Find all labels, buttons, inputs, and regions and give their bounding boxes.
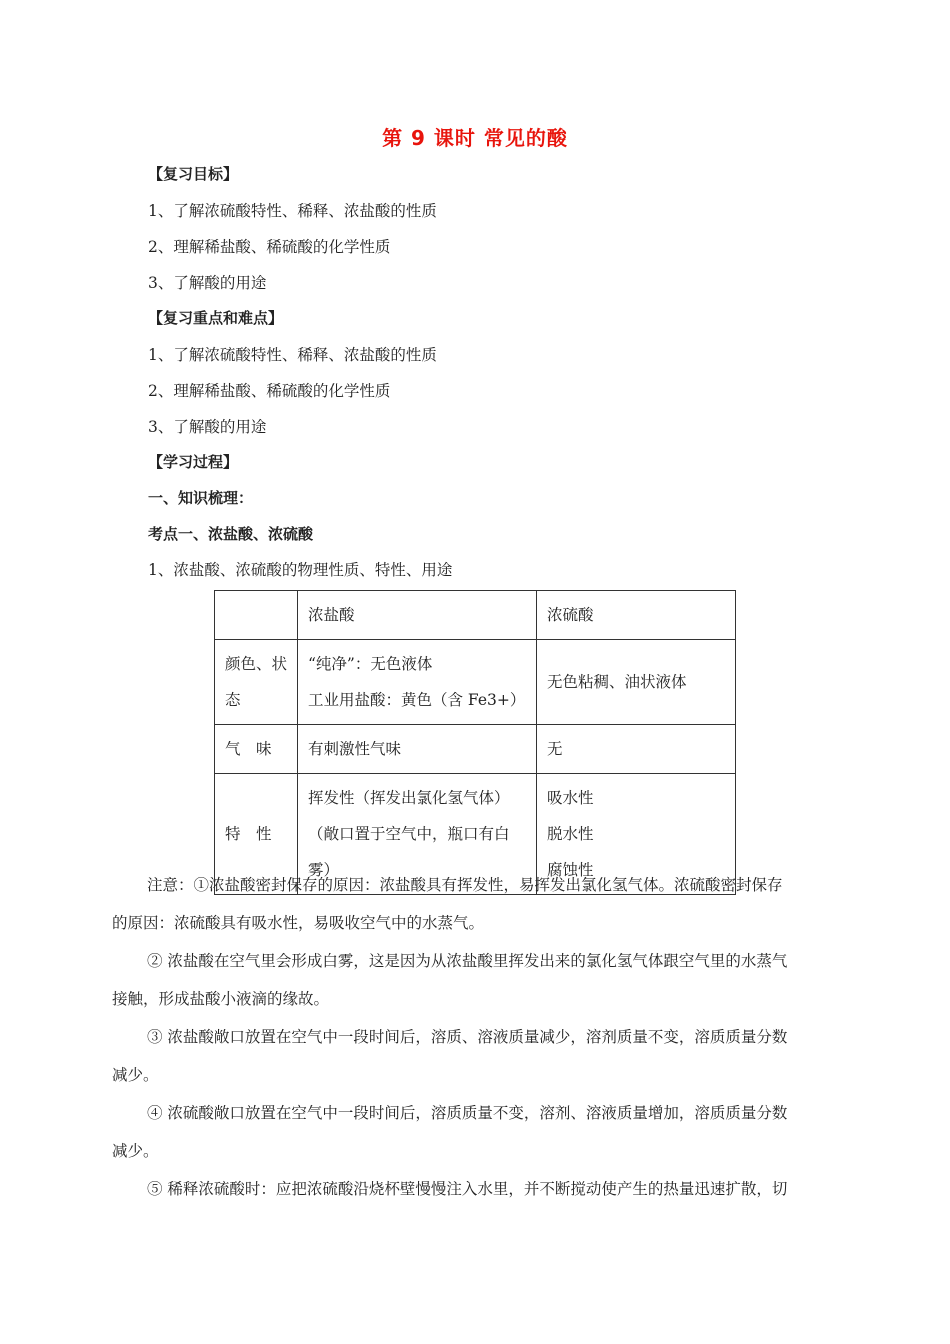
review-goal-item: 1、了解浓硫酸特性、稀释、浓盐酸的性质 [148, 202, 437, 220]
note-paragraph: ② 浓盐酸在空气里会形成白雾，这是因为从浓盐酸里挥发出来的氯化氢气体跟空气里的水蒸气 [147, 952, 788, 970]
row-label: 气 味 [215, 725, 298, 774]
note-paragraph-cont: 接触，形成盐酸小液滴的缘故。 [112, 990, 330, 1008]
cell-line: 工业用盐酸：黄色（含 Fe3+） [308, 691, 526, 709]
cell-line: 挥发性（挥发出氯化氢气体） [308, 789, 510, 807]
table-header-cell: 浓硫酸 [537, 591, 736, 640]
row-label-line: 态 [225, 691, 241, 709]
key-points-heading: 【复习重点和难点】 [148, 309, 284, 327]
table-cell: 有刺激性气味 [298, 725, 537, 774]
note-paragraph: ③ 浓盐酸敞口放置在空气中一段时间后，溶质、溶液质量减少，溶剂质量不变，溶质质量分数 [147, 1028, 788, 1046]
table-row [215, 640, 736, 725]
note-paragraph: 注意：①浓盐酸密封保存的原因：浓盐酸具有挥发性，易挥发出氯化氢气体。浓硫酸密封保存 [147, 876, 783, 894]
table-caption: 1、浓盐酸、浓硫酸的物理性质、特性、用途 [148, 561, 453, 579]
note-paragraph-cont: 减少。 [112, 1142, 159, 1160]
cell-line: （敞口置于空气中，瓶口有白 [308, 825, 510, 843]
cell-line: 脱水性 [547, 825, 594, 843]
cell-line: 雾） [308, 861, 340, 879]
process-heading: 【学习过程】 [148, 453, 239, 471]
table-header-row [215, 591, 736, 640]
cell-line: 腐蚀性 [547, 861, 594, 879]
cell-line: “纯净”：无色液体 [308, 655, 433, 673]
key-point-item: 2、理解稀盐酸、稀硫酸的化学性质 [148, 382, 391, 400]
key-point-item: 1、了解浓硫酸特性、稀释、浓盐酸的性质 [148, 346, 437, 364]
review-goal-item: 2、理解稀盐酸、稀硫酸的化学性质 [148, 238, 391, 256]
kaodian-heading: 考点一、浓盐酸、浓硫酸 [148, 525, 314, 543]
row-label [215, 640, 298, 725]
table-cell: 无 [537, 725, 736, 774]
note-paragraph: ④ 浓硫酸敞口放置在空气中一段时间后，溶质质量不变，溶剂、溶液质量增加，溶质质量分数 [147, 1104, 788, 1122]
table-header-cell: 浓盐酸 [298, 591, 537, 640]
table-cell [298, 640, 537, 725]
properties-table [214, 590, 736, 895]
table-row [215, 725, 736, 774]
review-goal-item: 3、了解酸的用途 [148, 274, 267, 292]
review-goals-heading: 【复习目标】 [148, 165, 239, 183]
table-cell: 无色粘稠、油状液体 [537, 640, 736, 725]
notes-section [112, 866, 838, 1208]
note-paragraph: ⑤ 稀释浓硫酸时：应把浓硫酸沿烧杯壁慢慢注入水里，并不断搅动使产生的热量迅速扩散，切 [147, 1180, 788, 1198]
note-paragraph-cont: 减少。 [112, 1066, 159, 1084]
key-point-item: 3、了解酸的用途 [148, 418, 267, 436]
cell-line: 吸水性 [547, 789, 594, 807]
row-label-line: 颜色、状 [225, 655, 288, 673]
page-title: 第 9 课时 常见的酸 [382, 126, 568, 150]
row-label: 特 性 [215, 774, 298, 895]
section-heading: 一、知识梳理： [148, 489, 254, 507]
note-paragraph-cont: 的原因：浓硫酸具有吸水性，易吸收空气中的水蒸气。 [112, 914, 485, 932]
table-header-cell [215, 591, 298, 640]
